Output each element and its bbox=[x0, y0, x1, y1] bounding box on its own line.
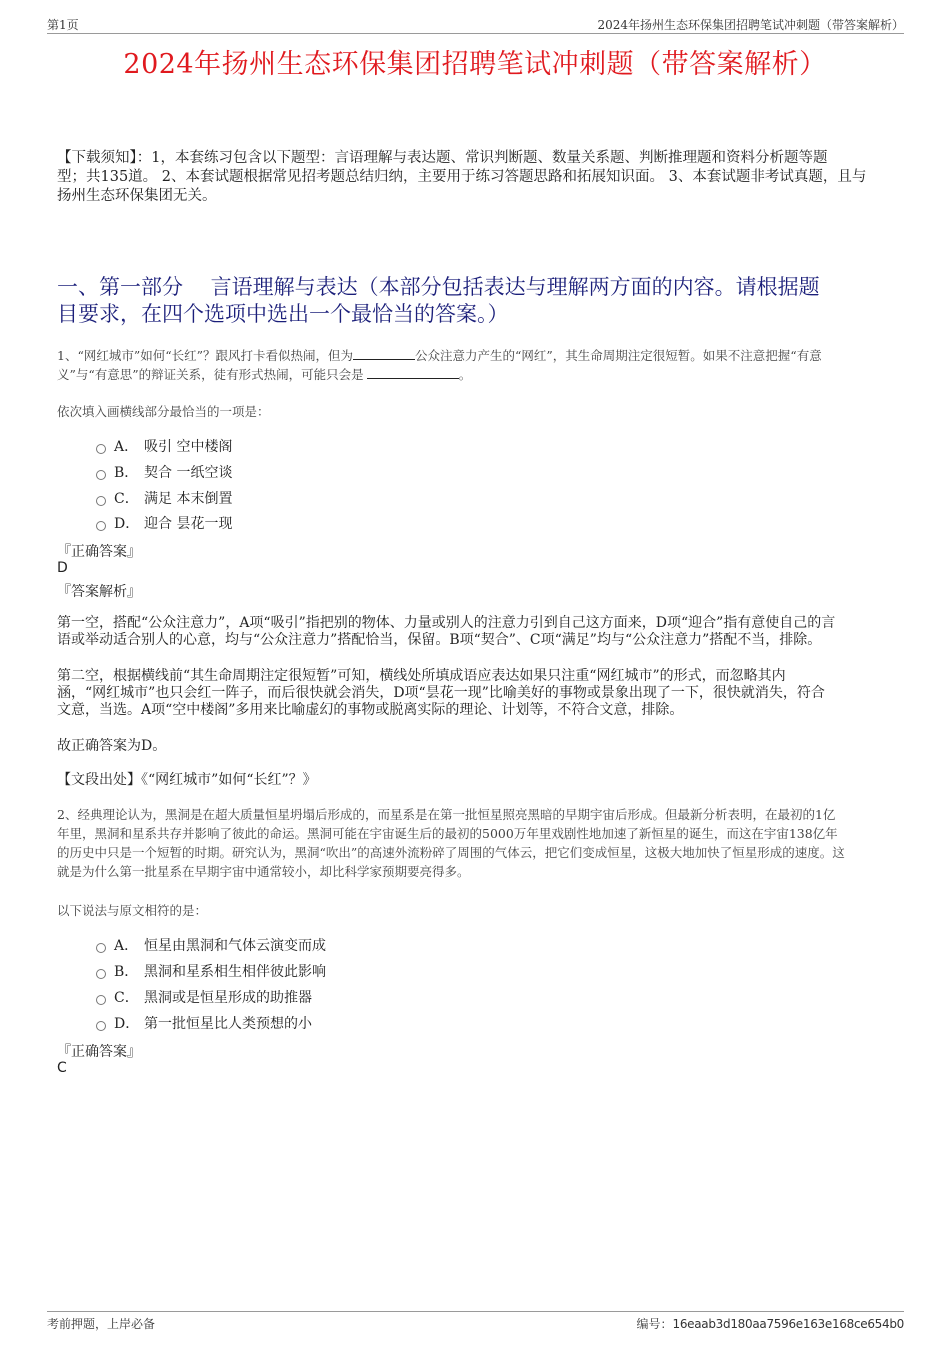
question-1-stem bbox=[57, 346, 902, 384]
document-title: 2024年扬州生态环保集团招聘笔试冲刺题（带答案解析） bbox=[123, 49, 827, 80]
fill-blank bbox=[367, 366, 459, 379]
page-header bbox=[47, 15, 904, 34]
radio-icon[interactable] bbox=[96, 521, 106, 531]
question-2-option-a[interactable]: A． 恒星由黑洞和气体云演变而成 bbox=[96, 935, 326, 955]
question-2-option-b[interactable]: B． 黑洞和星系相生相伴彼此影响 bbox=[96, 961, 326, 981]
notice-line: 型；共135道。 2、本套试题根据常见招考题总结归纳，主要用于练习答题思路和拓展知识面。 3、本套试题非考试真题，且与 bbox=[57, 169, 867, 185]
question-2-stem bbox=[57, 805, 902, 881]
footer-slogan: 考前押题，上岸必备 bbox=[47, 1317, 156, 1331]
question-2-line: 的历史中只是一个短暂的时期。研究认为，黑洞“吹出”的高速外流粉碎了周围的气体云，把它们变成恒星，这极大地加快了恒星形成的速度。这 bbox=[57, 845, 845, 860]
radio-icon[interactable] bbox=[96, 995, 106, 1005]
question-1-prompt: 依次填入画横线部分最恰当的一项是： bbox=[57, 404, 270, 419]
footer-code bbox=[636, 1315, 904, 1332]
analysis-line: 第一空，搭配“公众注意力”，A项“吸引”指把别的物体、力量或别人的注意力引到自己这方面来，D项“迎合”指有意使自己的言 bbox=[57, 615, 836, 631]
radio-icon[interactable] bbox=[96, 1021, 106, 1031]
answer-value: D bbox=[57, 560, 68, 576]
analysis-paragraph-2 bbox=[57, 668, 897, 719]
question-2-line: 就是为什么第一批星系在早期宇宙中通常较小，却比科学家预期要亮得多。 bbox=[57, 864, 470, 879]
question-1-option-d[interactable]: D． 迎合 昙花一现 bbox=[96, 513, 232, 533]
analysis-paragraph-1 bbox=[57, 615, 897, 649]
question-1-option-b[interactable]: B． 契合 一纸空谈 bbox=[96, 462, 232, 482]
header-doc-title: 2024年扬州生态环保集团招聘笔试冲刺题（带答案解析） bbox=[597, 18, 904, 32]
source-citation: 【文段出处】《“网红城市”如何“长红”？》 bbox=[57, 772, 317, 788]
answer-label: 『正确答案』 bbox=[57, 1044, 141, 1060]
question-2-option-d[interactable]: D． 第一批恒星比人类预想的小 bbox=[96, 1013, 312, 1033]
section-heading-line: 目要求，在四个选项中选出一个最恰当的答案。） bbox=[57, 302, 509, 326]
footer-code-label: 编号： bbox=[636, 1317, 673, 1331]
analysis-label: 『答案解析』 bbox=[57, 584, 141, 600]
question-2-option-c[interactable]: C． 黑洞或是恒星形成的助推器 bbox=[96, 987, 312, 1007]
notice-line: 扬州生态环保集团无关。 bbox=[57, 188, 217, 204]
radio-icon[interactable] bbox=[96, 444, 106, 454]
download-notice bbox=[57, 149, 897, 206]
question-2-line: 年里，黑洞和星系共存并影响了彼此的命运。黑洞可能在宇宙诞生后的最初的5000万年里戏剧性地加速了新恒星的诞生，而这在宇宙138亿年 bbox=[57, 826, 838, 841]
question-2-prompt: 以下说法与原文相符的是： bbox=[57, 903, 208, 918]
analysis-line: 涵，“网红城市”也只会红一阵子，而后很快就会消失，D项“昙花一现”比喻美好的事物或景象出现了一下，很快就消失，符合 bbox=[57, 685, 825, 701]
fill-blank bbox=[353, 347, 415, 360]
footer-code-value: 16eaab3d180aa7596e163e168ce654b0 bbox=[672, 1317, 904, 1331]
question-2-line: 2、经典理论认为，黑洞是在超大质量恒星坍塌后形成的，而星系是在第一批恒星照亮黑暗的早期宇宙后形成。但最新分析表明，在最初的1亿 bbox=[57, 807, 836, 822]
question-1-line: 义”与“有意思”的辩证关系，徒有形式热闹，可能只会是 。 bbox=[57, 367, 472, 382]
radio-icon[interactable] bbox=[96, 943, 106, 953]
question-1-option-c[interactable]: C． 满足 本末倒置 bbox=[96, 488, 232, 508]
answer-value: C bbox=[57, 1060, 67, 1076]
question-1-option-a[interactable]: A． 吸引 空中楼阁 bbox=[96, 436, 232, 456]
analysis-line: 文意，当选。A项“空中楼阁”多用来比喻虚幻的事物或脱离实际的理论、计划等，不符合文意，排除。 bbox=[57, 702, 684, 718]
answer-label: 『正确答案』 bbox=[57, 544, 141, 560]
section-heading-line: 一、第一部分 言语理解与表达（本部分包括表达与理解两方面的内容。请根据题 bbox=[57, 275, 820, 299]
page-number-label: 第1页 bbox=[47, 18, 79, 32]
analysis-line: 语或举动适合别人的心意，均与“公众注意力”搭配恰当，保留。B项“契合”、C项“满足”均与“公众注意力”搭配不当，排除。 bbox=[57, 632, 822, 648]
radio-icon[interactable] bbox=[96, 470, 106, 480]
radio-icon[interactable] bbox=[96, 496, 106, 506]
question-1-line: 1、“网红城市”如何“长红”？跟风打卡看似热闹，但为 公众注意力产生的“网红”，其生命周期注定很短暂。如果不注意把握“有意 bbox=[57, 348, 822, 363]
analysis-conclusion: 故正确答案为D。 bbox=[57, 738, 167, 754]
radio-icon[interactable] bbox=[96, 969, 106, 979]
page-footer bbox=[47, 1311, 904, 1332]
section-heading bbox=[57, 274, 897, 328]
notice-line: 【下载须知】：1，本套练习包含以下题型：言语理解与表达题、常识判断题、数量关系题、判断推理题和资料分析题等题 bbox=[57, 150, 828, 166]
analysis-line: 第二空，根据横线前“其生命周期注定很短暂”可知，横线处所填成语应表达如果只注重“网红城市”的形式，而忽略其内 bbox=[57, 668, 786, 684]
